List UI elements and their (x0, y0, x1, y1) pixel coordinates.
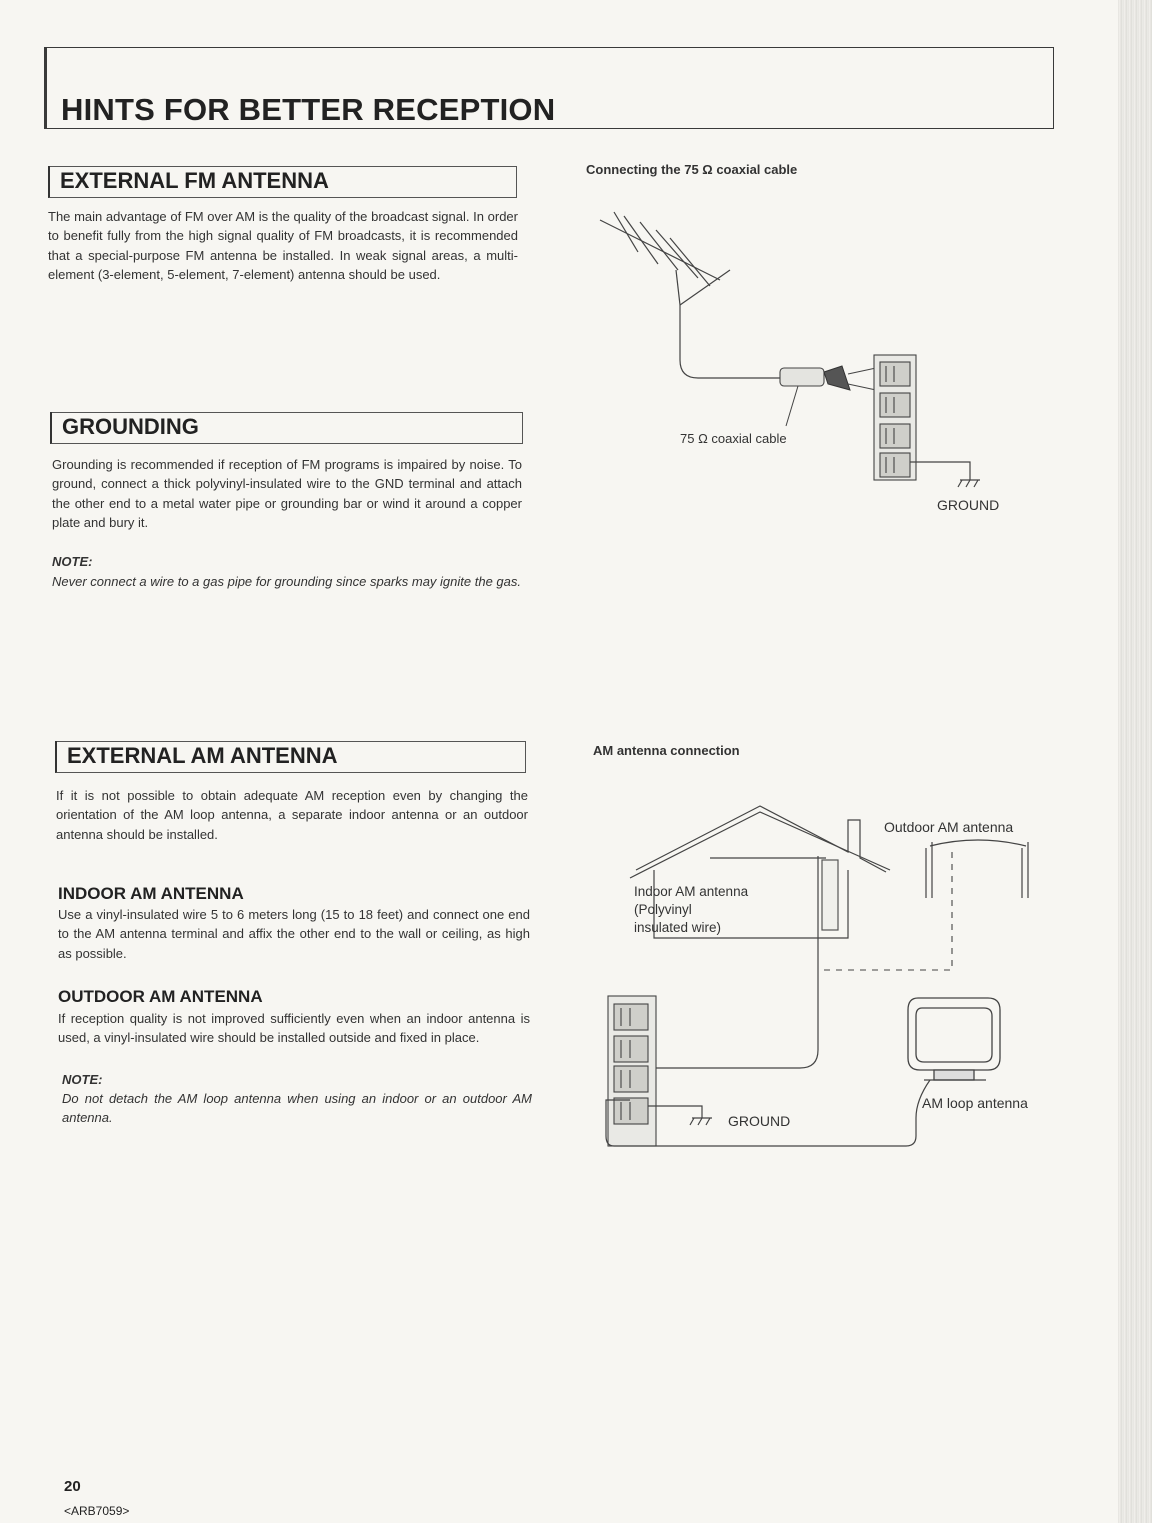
yagi-antenna-icon (600, 212, 730, 325)
am-terminal-panel-icon (608, 996, 656, 1146)
section-heading-grounding (50, 412, 523, 444)
fm-ground-label: GROUND (937, 497, 1000, 513)
grounding-body-text: Grounding is recommended if reception of FM programs is impaired by noise. To ground, connect a thick polyvinyl-insulated wire to the GND terminal and attach the other end to a metal water pipe or grounding bar or wind it around a copper plate and bury it. (52, 457, 522, 530)
coaxial-cable-line (680, 325, 780, 378)
section-heading-grounding-label: GROUNDING (62, 414, 199, 439)
am-loop-antenna-label: AM loop antenna (922, 1095, 1028, 1111)
outdoor-am-antenna-label: Outdoor AM antenna (884, 819, 1014, 835)
outdoor-am-heading: OUTDOOR AM ANTENNA (58, 987, 263, 1006)
grounding-note-label: NOTE: (52, 554, 93, 569)
indoor-am-body-text: Use a vinyl-insulated wire 5 to 6 meters long (15 to 18 feet) and connect one end to the AM antenna terminal and affix the other end to the wall or ceiling, as high as possible. (58, 907, 530, 961)
am-antenna-diagram (590, 800, 1060, 1160)
outdoor-antenna-icon (926, 840, 1028, 898)
am-loop-antenna-icon (908, 998, 1000, 1080)
am-ground-wire (648, 1106, 712, 1125)
fm-antenna-diagram (580, 190, 1040, 530)
cable-connector-icon (780, 366, 876, 426)
grounding-note-text: Never connect a wire to a gas pipe for grounding since sparks may ignite the gas. (52, 574, 521, 589)
title-box (44, 47, 1054, 129)
fm-body-text: The main advantage of FM over AM is the quality of the broadcast signal. In order to benefit fully from the high signal quality of FM broadcasts, it is recommended that a special-purpose FM antenna be installed. In weak signal areas, a multi-element (3-element, 5-element, 7-element) antenna should be used. (48, 209, 518, 282)
ground-wire (910, 462, 980, 487)
am-note-text: Do not detach the AM loop antenna when using an indoor or an outdoor AM antenna. (62, 1091, 532, 1126)
indoor-am-heading: INDOOR AM ANTENNA (58, 884, 244, 903)
am-note-label: NOTE: (62, 1072, 103, 1087)
section-heading-fm-label: EXTERNAL FM ANTENNA (60, 168, 329, 193)
terminal-panel-icon (874, 355, 916, 480)
am-ground-label: GROUND (728, 1113, 791, 1129)
document-code: <ARB7059> (64, 1504, 130, 1518)
fm-diagram-caption: Connecting the 75 Ω coaxial cable (586, 162, 798, 177)
indoor-am-antenna-label-3: insulated wire) (634, 920, 722, 935)
section-heading-am-label: EXTERNAL AM ANTENNA (67, 743, 338, 768)
section-heading-fm (48, 166, 517, 198)
page-number: 20 (64, 1478, 81, 1495)
fm-cable-label: 75 Ω coaxial cable (680, 431, 787, 446)
page-title: HINTS FOR BETTER RECEPTION (61, 92, 556, 127)
outdoor-am-body-text: If reception quality is not improved sufficiently even when an indoor antenna is used, a vinyl-insulated wire should be installed outside and fixed in place. (58, 1011, 530, 1046)
indoor-am-antenna-label-2: (Polyvinyl (634, 902, 692, 917)
indoor-am-antenna-label-1: Indoor AM antenna (634, 884, 749, 899)
page-edge-shadow (1118, 0, 1152, 1523)
am-body-text: If it is not possible to obtain adequate AM reception even by changing the orientation of the AM loop antenna, a separate indoor antenna or an outdoor antenna should be installed. (56, 788, 528, 842)
section-heading-am (55, 741, 526, 773)
am-diagram-caption: AM antenna connection (593, 743, 740, 758)
house-outline-icon (630, 806, 890, 938)
